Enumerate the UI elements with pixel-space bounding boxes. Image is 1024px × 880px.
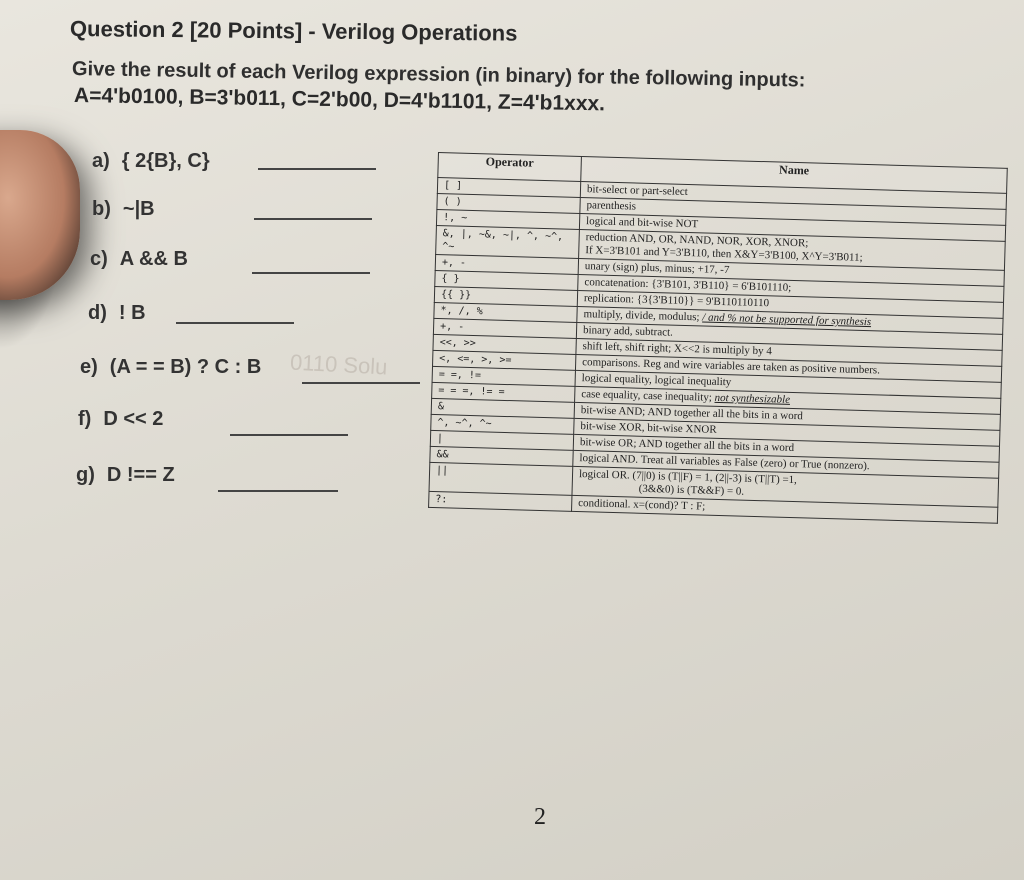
- name-cell: concatenation: {3'B101, 3'B110} = 6'B101110;: [578, 274, 1004, 302]
- name-cell: replication: {3{3'B110}} = 9'B110110110: [577, 290, 1003, 318]
- operator-cell: <<, >>: [433, 334, 576, 354]
- question-label: a): [92, 150, 110, 172]
- operator-cell: <, <=, >, >=: [433, 350, 576, 370]
- name-cell: bit-select or part-select: [580, 181, 1006, 209]
- name-cell: comparisons. Reg and wire variables are taken as positive numbers.: [575, 354, 1001, 382]
- name-line: logical OR. (7||0) is (T||F) = 1, (2||-3) is (T||T) =1,: [578, 468, 798, 487]
- question-d: [88, 302, 146, 325]
- answer-line-g[interactable]: [218, 490, 338, 492]
- name-note: not synthesizable: [714, 391, 791, 406]
- answer-line-e[interactable]: [302, 382, 420, 384]
- watermark: 0110 Solu: [289, 349, 389, 380]
- operator-cell: = =, !=: [432, 366, 575, 386]
- name-line-2: (3&&0) is (T&&F) = 0.: [638, 482, 745, 498]
- name-cell: shift left, shift right; X<<2 is multiply by 4: [576, 338, 1002, 366]
- header-name: Name: [581, 157, 1008, 194]
- question-label: d): [88, 302, 107, 324]
- operator-table-wrap: [428, 152, 1008, 524]
- name-text: case equality, case inequality;: [581, 388, 713, 404]
- operator-table: [428, 152, 1008, 524]
- operator-cell: &, |, ~&, ~|, ^, ~^, ^~: [436, 225, 580, 258]
- question-expr: D !== Z: [106, 464, 175, 486]
- question-g: [76, 464, 175, 487]
- operator-cell: !, ~: [436, 209, 579, 229]
- instruction-text: Give the result of each Verilog expression (in binary) for the following inputs:: [71, 58, 806, 92]
- name-cell: logical equality, logical inequality: [575, 370, 1001, 398]
- name-cell: parenthesis: [580, 197, 1006, 225]
- operator-cell: = = =, != =: [432, 382, 575, 402]
- answer-line-c[interactable]: [252, 272, 370, 274]
- inputs-text: A=4'b0100, B=3'b011, C=2'b00, D=4'b1101, Z=4'b1xxx.: [73, 84, 606, 116]
- operator-cell: [ ]: [437, 178, 580, 198]
- question-label: b): [92, 198, 111, 220]
- question-f: [78, 408, 163, 431]
- name-cell: logical and bit-wise NOT: [579, 213, 1005, 241]
- operator-cell: ?:: [429, 491, 572, 511]
- question-label: e): [80, 356, 98, 378]
- operator-cell: *, /, %: [434, 302, 577, 322]
- answer-line-f[interactable]: [230, 434, 348, 436]
- question-expr: ~|B: [122, 198, 155, 220]
- operator-cell: ||: [429, 462, 573, 495]
- name-cell: bit-wise OR; AND together all the bits in a word: [573, 434, 999, 462]
- question-e: [80, 356, 261, 379]
- question-expr: A && B: [119, 248, 188, 270]
- question-title: Question 2 [20 Points] - Verilog Operations: [69, 16, 518, 46]
- question-expr: ! B: [118, 302, 146, 324]
- question-label: g): [76, 464, 95, 486]
- question-a: [92, 150, 210, 173]
- operator-cell: { }: [435, 270, 578, 290]
- question-label: f): [78, 408, 92, 430]
- operator-cell: ( ): [437, 193, 580, 213]
- name-cell: unary (sign) plus, minus; +17, -7: [578, 258, 1004, 286]
- operator-cell: &: [431, 398, 574, 418]
- question-expr: { 2{B}, C}: [121, 150, 210, 172]
- operator-cell: +, -: [433, 318, 576, 338]
- question-b: [92, 198, 155, 221]
- name-cell: bit-wise AND; AND together all the bits in a word: [574, 402, 1000, 430]
- question-expr: (A = = B) ? C : B: [109, 356, 262, 378]
- name-cell: conditional. x=(cond)? T : F;: [572, 495, 998, 523]
- operator-cell: {{ }}: [434, 286, 577, 306]
- name-line-2: If X=3'B101 and Y=3'B110, then X&Y=3'B100, X^Y=3'B011;: [585, 244, 863, 264]
- operator-cell: |: [430, 430, 573, 450]
- name-line: reduction AND, OR, NAND, NOR, XOR, XNOR;: [585, 231, 809, 250]
- answer-line-a[interactable]: [258, 168, 376, 170]
- name-cell: bit-wise XOR, bit-wise XNOR: [574, 418, 1000, 446]
- operator-cell: ^, ~^, ^~: [431, 414, 574, 434]
- operator-cell: +, -: [435, 254, 578, 274]
- header-operator: Operator: [438, 153, 582, 182]
- question-c: [90, 248, 188, 271]
- question-expr: D << 2: [103, 408, 164, 430]
- page-number: 2: [534, 804, 546, 830]
- name-cell: logical AND. Treat all variables as False (zero) or True (nonzero).: [573, 450, 999, 478]
- question-label: c): [90, 248, 108, 270]
- name-note: / and % not be supported for synthesis: [702, 311, 872, 329]
- operator-cell: &&: [430, 446, 573, 466]
- answer-line-d[interactable]: [176, 322, 294, 324]
- name-cell: binary add, subtract.: [576, 322, 1002, 350]
- answer-line-b[interactable]: [254, 218, 372, 220]
- name-text: multiply, divide, modulus;: [583, 308, 700, 324]
